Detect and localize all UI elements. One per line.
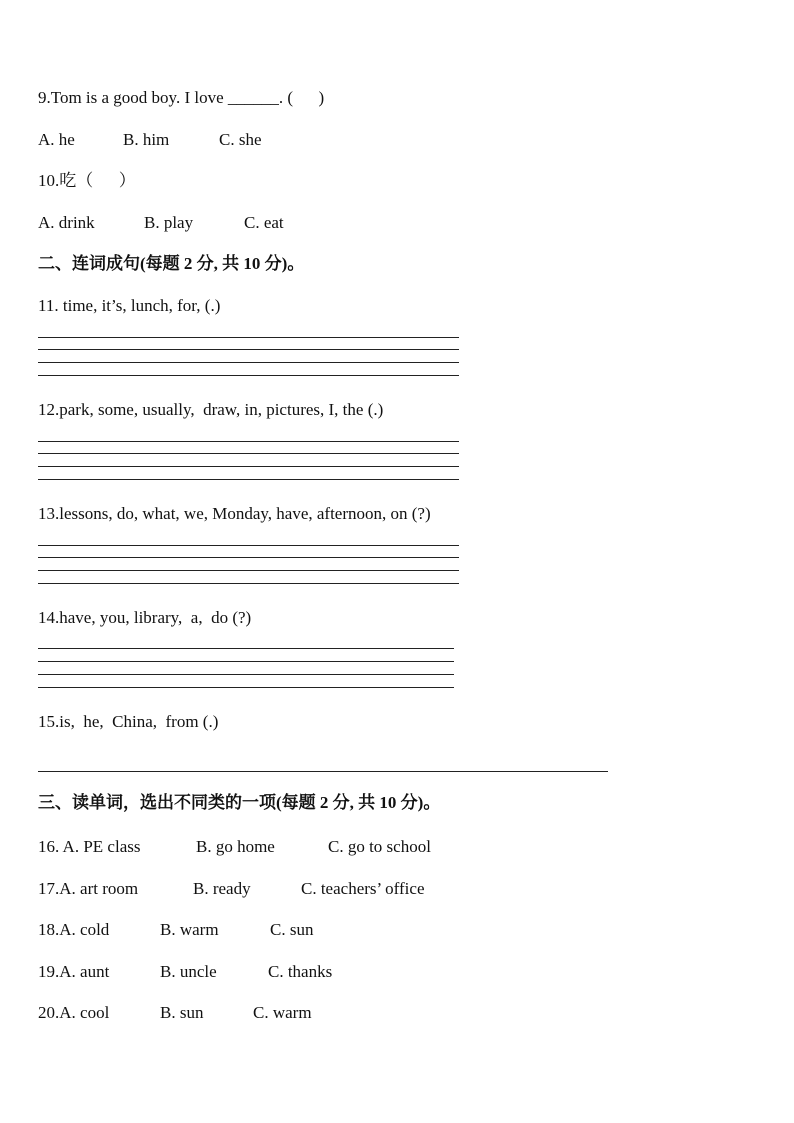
answer-line xyxy=(38,479,459,480)
answer-line xyxy=(38,349,459,350)
q10-option-a: A. drink xyxy=(38,213,95,232)
q9-option-c: C. she xyxy=(219,130,262,149)
q20-option-a: 20.A. cool xyxy=(38,1003,110,1022)
answer-line xyxy=(38,441,459,442)
answer-line xyxy=(38,545,459,546)
answer-line xyxy=(38,557,459,558)
answer-line xyxy=(38,661,454,662)
question-13-stem: 13.lessons, do, what, we, Monday, have, afternoon, on (?) xyxy=(38,504,431,523)
q16-option-c: C. go to school xyxy=(328,837,431,856)
question-14-stem: 14.have, you, library, a, do (?) xyxy=(38,608,252,627)
q10-option-c: C. eat xyxy=(244,213,284,232)
section-3-heading: 三、读单词，选出不同类的一项(每题 2 分, 共 10 分)。 xyxy=(38,793,441,812)
question-11-stem: 11. time, it’s, lunch, for, (.) xyxy=(38,296,221,315)
q17-option-b: B. ready xyxy=(193,879,251,898)
q18-option-a: 18.A. cold xyxy=(38,920,110,939)
question-12-stem: 12.park, some, usually, draw, in, pictures, I, the (.) xyxy=(38,400,384,419)
q10-option-b: B. play xyxy=(144,213,194,232)
q17-option-a: 17.A. art room xyxy=(38,879,139,898)
q16-option-a: 16. A. PE class xyxy=(38,837,141,856)
question-9-stem: 9.Tom is a good boy. I love ______. ( ) xyxy=(38,88,325,107)
answer-line xyxy=(38,771,608,772)
q19-option-b: B. uncle xyxy=(160,962,217,981)
answer-line xyxy=(38,466,459,467)
section-2-heading: 二、连词成句(每题 2 分, 共 10 分)。 xyxy=(38,254,305,273)
question-10-stem: 10.吃（ ） xyxy=(38,171,136,190)
answer-line xyxy=(38,583,459,584)
q20-option-c: C. warm xyxy=(253,1003,312,1022)
q16-option-b: B. go home xyxy=(196,837,275,856)
q18-option-b: B. warm xyxy=(160,920,219,939)
answer-line xyxy=(38,375,459,376)
q18-option-c: C. sun xyxy=(270,920,314,939)
answer-line xyxy=(38,648,454,649)
q20-option-b: B. sun xyxy=(160,1003,204,1022)
q17-option-c: C. teachers’ office xyxy=(301,879,425,898)
q9-option-b: B. him xyxy=(123,130,170,149)
question-15-stem: 15.is, he, China, from (.) xyxy=(38,712,219,731)
answer-line xyxy=(38,453,459,454)
answer-line xyxy=(38,674,454,675)
q9-option-a: A. he xyxy=(38,130,75,149)
answer-line xyxy=(38,337,459,338)
answer-line xyxy=(38,362,459,363)
answer-line xyxy=(38,687,454,688)
answer-line xyxy=(38,570,459,571)
q19-option-a: 19.A. aunt xyxy=(38,962,110,981)
q19-option-c: C. thanks xyxy=(268,962,333,981)
